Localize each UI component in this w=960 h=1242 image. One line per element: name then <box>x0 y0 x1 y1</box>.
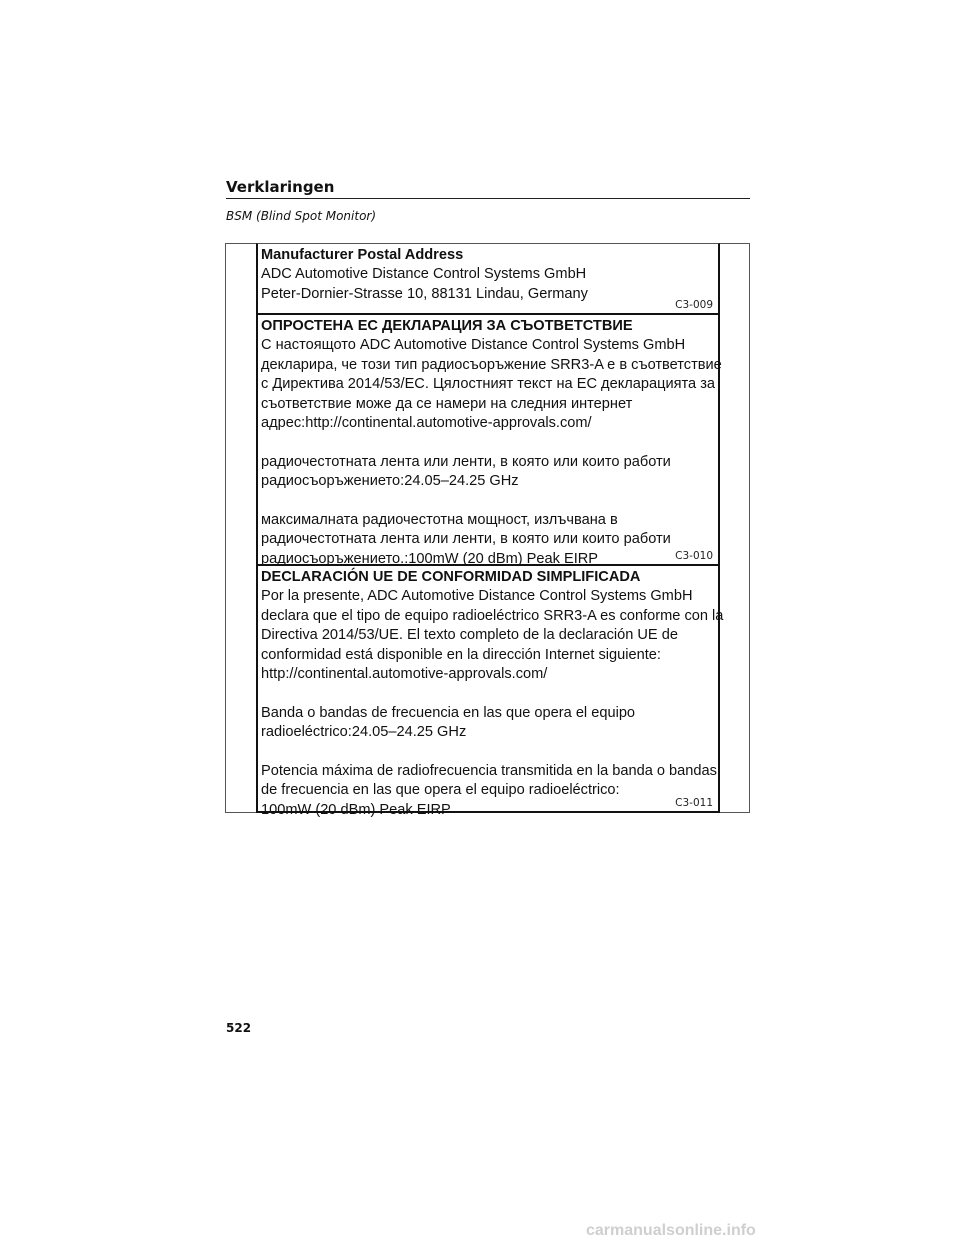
panel-line: 100mW (20 dBm) Peak EIRP <box>261 801 451 818</box>
panel-line: Directiva 2014/53/UE. El texto completo de la declaración UE de <box>261 627 678 644</box>
paragraph-gap <box>261 684 718 703</box>
paragraph-gap <box>261 743 718 762</box>
panel-line: радиосъоръжението.:100mW (20 dBm) Peak EIRP <box>261 550 599 567</box>
section-title: Verklaringen <box>226 178 335 196</box>
panel-line: ADC Automotive Distance Control Systems GmbH <box>261 266 587 283</box>
panel-line: Peter-Dornier-Strasse 10, 88131 Lindau, Germany <box>261 285 588 302</box>
panel-line: Potencia máxima de radiofrecuencia transmitida en la banda o bandas <box>261 763 717 780</box>
panel-heading: Manufacturer Postal Address <box>261 247 464 263</box>
panel-line: declara que el tipo de equipo radioeléctrico SRR3-A es conforme con la <box>261 607 724 624</box>
panel-line: радиосъоръжението:24.05–24.25 GHz <box>261 473 519 490</box>
panel-line: съответствие може да се намери на следния интернет <box>261 395 633 412</box>
panel-line: http://continental.automotive-approvals.com/ <box>261 666 548 683</box>
panel-line: радиочестотната лента или ленти, в която или които работи <box>261 531 671 548</box>
watermark: carmanualsonline.info <box>586 1222 756 1239</box>
section-divider <box>226 198 750 199</box>
panel-heading: DECLARACIÓN UE DE CONFORMIDAD SIMPLIFICADA <box>261 569 641 585</box>
panel-heading: ОПРОСТЕНА ЕС ДЕКЛАРАЦИЯ ЗА СЪОТВЕТСТВИЕ <box>261 318 633 334</box>
panel-line: radioeléctrico:24.05–24.25 GHz <box>261 724 467 741</box>
panel-code: C3-009 <box>675 299 713 311</box>
panel-line: Por la presente, ADC Automotive Distance Control Systems GmbH <box>261 588 693 605</box>
declaration-panel-address <box>256 243 720 313</box>
panel-code: C3-011 <box>675 797 713 809</box>
page-number: 522 <box>226 1021 252 1035</box>
panel-code: C3-010 <box>675 550 713 562</box>
section-subtitle: BSM (Blind Spot Monitor) <box>226 209 377 223</box>
panel-line: с Директива 2014/53/ЕС. Цялостният текст на ЕС декларацията за <box>261 376 716 393</box>
declaration-panel-bulgarian <box>256 313 722 567</box>
panel-line: С настоящото ADC Automotive Distance Control Systems GmbH <box>261 337 686 354</box>
declaration-panel-spanish <box>256 564 724 818</box>
panel-line: радиочестотната лента или ленти, в която или които работи <box>261 453 671 470</box>
panel-line: адрес:http://continental.automotive-approvals.com/ <box>261 415 592 432</box>
panel-line: Banda o bandas de frecuencia en las que opera el equipo <box>261 704 636 721</box>
panel-line: de frecuencia en las que opera el equipo radioeléctrico: <box>261 782 620 799</box>
panel-line: conformidad está disponible en la dirección Internet siguiente: <box>261 646 661 663</box>
paragraph-gap <box>261 433 718 452</box>
panel-line: максималната радиочестотна мощност, излъчвана в <box>261 512 618 529</box>
paragraph-gap <box>261 492 718 511</box>
panel-line: декларира, че този тип радиосъоръжение SRR3-A е в съответствие <box>261 356 722 373</box>
